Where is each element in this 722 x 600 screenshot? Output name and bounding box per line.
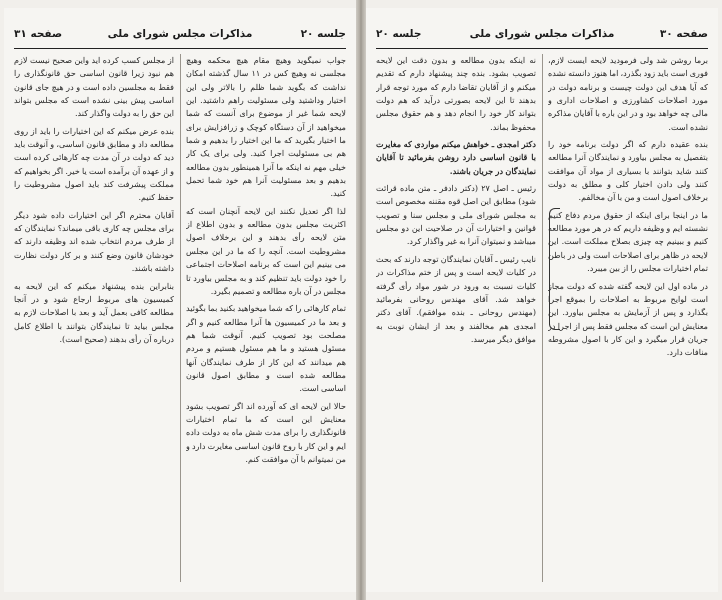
paragraph: بنده عرض میکنم که این اختیارات را باید از روی مطالعه داد و مطابق قانون اساسی، و آنوقت باید دید که دولت در آن مدت چه کارهائی کرده است و از عهده آن برآمده است یا خیر. اگر بخواهیم که مملکت پیشرفت کند باید اصول مشروطیت را حفظ کنیم. [14,125,174,203]
right-header-rule [376,48,708,49]
paragraph-speaker: دکتر امجدی ـ خواهش میکنم مواردی که مغایرت با قانون اساسی دارد روشن بفرمائید تا آقایان نمایندگان در جریان باشند. [376,139,536,176]
book-gutter [356,0,366,600]
handwritten-bracket-mark [549,208,560,330]
paragraph: رئیس ـ اصل ۲۷ (دکتر دادفر ـ متن ماده قرائت شود) مطابق این اصل قوه مقننه مخصوص است به مجلس شورای ملی و مجلس سنا و تصویب قوانین و اختیارات آن در صلاحیت این دو مجلس میباشد و نمیتوان آنرا به غیر واگذار کرد. [376,183,536,247]
paragraph: جواب نمیگوید وهیچ مقام هیچ محکمه وهیچ مجلسی نه وهیچ کس در ۱۱ سال گذشته امکان نداشت که بگوید شما ظلم را بالاتر ولی این اختیار وداشتید ولی مسئولیت راهم داشتید. این لایحه شما غیر از موضوع برای آنست که شما میخواهید از آن دستگاه کوچک و زرافزایش برای ما اختیار بگیرید که ما این اختیار را بدهیم و شما هم بی مسئولیت اجرا کنید. ولی برای یک کار خیلی مهم نه اینکه ما آنرا همینطور بدون مطالعه بدهیم و بعد مسئولیت آنرا هم خود شما تحمل کنید. [186,55,346,199]
right-page-session: جلسه ۲۰ [376,28,422,40]
right-page [366,8,718,592]
left-column-divider [180,54,181,582]
left-page-right-column [186,54,346,584]
paragraph: از مجلس کسب کرده اید واین صحیح نیست لازم هم نبود زیرا قانون اساسی حق قانونگذاری را فقط به مجلسین داده است و در هیچ جای قانون اساسی پیش بینی نشده است که مجلس بتواند این حق را به دولت واگذار کند. [14,55,174,119]
right-column-divider [542,54,543,582]
paragraph: بنابراین بنده پیشنهاد میکنم که این لایحه به کمیسیون های مربوط ارجاع شود و در آنجا مطالعه کافی بعمل آید و بعد با اصلاحات لازم به مجلس بیاید تا نمایندگان بتوانند با اطلاع کامل درباره آن رأی بدهند (صحیح است). [14,280,174,344]
paragraph: آقایان محترم اگر این اختیارات داده شود دیگر برای مجلس چه کاری باقی میماند؟ نمایندگان که از طرف مردم انتخاب شده اند وظیفه دارند که خودشان قانون وضع کنند و بر کار دولت نظارت داشته باشند. [14,209,174,274]
paragraph: حالا این لایحه ای که آورده اند اگر تصویب بشود معنایش این است که ما تمام اختیارات قانونگذاری را برای مدت شش ماه به دولت داده ایم و این کار با روح قانون اساسی مغایرت دارد و من نمیتوانم با آن موافقت کنم. [186,400,346,464]
right-page-left-column [376,54,536,584]
paragraph: برما روشن شد ولی فرمودید لایحه ایست لازم، فوری است باید زود بگذرد، اما هنوز دانسته نشده که آیا هدف این دولت چیست و برنامه دولت در مورد اصلاحات کشاورزی و اصلاحات اداری و مالی چه خواهد بود و در این باره با آقایان مذاکره نشده است. [548,55,708,132]
left-page-header [14,28,346,48]
left-page-session: جلسه ۲۰ [300,28,346,40]
right-page-header [376,28,708,48]
paragraph: تمام کارهائی را که شما میخواهید بکنید بما بگوئید و بعد ما در کمیسیون ها آنرا مطالعه کنیم و اگر مصلحت بود تصویب کنیم. آنوقت شما هم مسئول هستید و ما هم مسئول هستیم و مردم هم میدانند که این کار از طرف نمایندگان آنها مطالعه شده است و مطابق اصول قانون اساسی است. [186,303,346,394]
paragraph: نایب رئیس ـ آقایان نمایندگان توجه دارند که بحث در کلیات لایحه است و پس از ختم مذاکرات در کلیات نسبت به ورود در شور مواد رأی گرفته خواهد شد. آقای مهندس روحانی بفرمائید (مهندس روحانی ـ بنده موافقم). آقای دکتر امجدی هم مخالفند و بعد از ایشان نوبت به موافق دیگر میرسد. [376,253,536,344]
paragraph: نه اینکه بدون مطالعه و بدون دقت این لایحه تصویب بشود. بنده چند پیشنهاد دارم که تقدیم میکنم و از آقایان تقاضا دارم که مورد توجه قرار بدهند تا این لایحه بصورتی درآید که هم دولت بتواند کار خود را انجام دهد و هم حقوق مجلس محفوظ بماند. [376,55,536,132]
paragraph: لذا اگر تعدیل نکنند این لایحه آنچنان است که اکثریت مجلس بدون مطالعه و بدون اطلاع از متن لایحه رأی بدهند و این برخلاف اصول مشروطیت است. آنچه را که ما در این مجلس می بینیم این است که برنامه اصلاحات اجتماعی را خود دولت باید تنظیم کند و به مجلس بیاورد تا مجلس در آن باره مطالعه و تصمیم بگیرد. [186,205,346,296]
right-page-right-column [548,54,708,584]
left-page-number: صفحه ۳۱ [14,28,63,40]
left-page-title: مذاکرات مجلس شورای ملی [107,28,253,40]
paragraph: ما در اینجا برای اینکه از حقوق مردم دفاع کنیم نشسته ایم و وظیفه داریم که در هر مورد مطالعه کنیم و ببینیم چه چیزی بصلاح مملکت است. این لایحه در ظاهر برای اصلاحات است ولی در باطن تمام اختیارات مجلس را از بین میبرد. [548,209,708,274]
left-header-rule [14,48,346,49]
paragraph: در ماده اول این لایحه گفته شده که دولت مجاز است لوایح مربوط به اصلاحات را بموقع اجرا بگذارد و پس از آزمایش به مجلس بیاورد. این معنایش این است که مجلس فقط پس از اجرا در جریان قرار میگیرد و این کار با اصول مشروطه منافات دارد. [548,280,708,358]
left-page [4,8,356,592]
right-page-number: صفحه ۳۰ [659,28,708,40]
paragraph: بنده عقیده دارم که اگر دولت برنامه خود را بتفصیل به مجلس بیاورد و نمایندگان آنرا مطالعه کنند شاید بتوانند با بسیاری از مواد آن موافقت کنند ولی دادن اختیار کلی و مطلق به دولت برخلاف اصول است و من با آن مخالفم. [548,139,708,203]
left-page-left-column [14,54,174,584]
right-page-title: مذاکرات مجلس شورای ملی [469,28,615,40]
